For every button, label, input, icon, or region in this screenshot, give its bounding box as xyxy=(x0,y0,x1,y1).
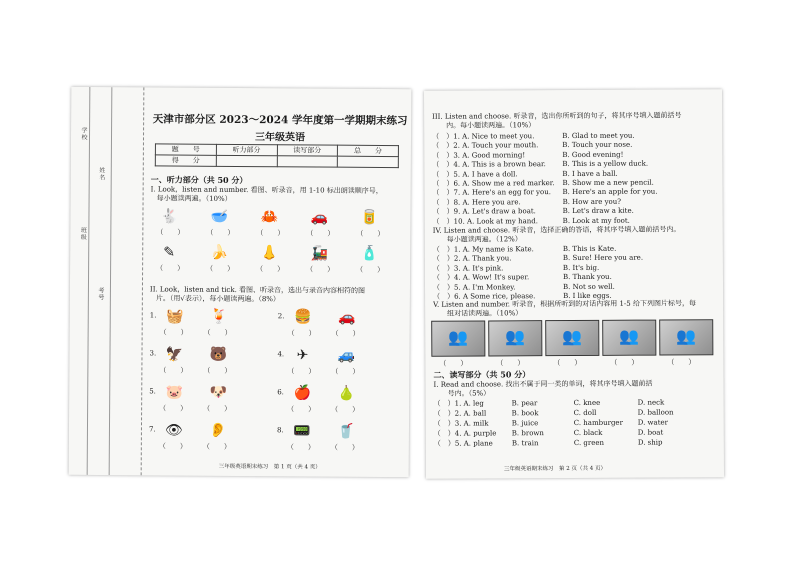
word-option: D. balloon xyxy=(637,408,674,417)
page-footer: 三年级英语期末练习 第 2 页（共 4 页） xyxy=(503,465,606,473)
choice-option-a: （ ）4. A. Wow! It's super. xyxy=(432,273,530,282)
score-header-cell: 总 分 xyxy=(338,145,399,156)
reading-1-instructions-cont: 号内。（5%） xyxy=(447,389,491,398)
binding-label: 班级 xyxy=(79,226,87,241)
binding-label: 姓名 xyxy=(97,167,105,182)
section-listening-heading: 一、听力部分（共 50 分） xyxy=(150,174,248,186)
picture-option-b: 🐻 xyxy=(209,346,228,363)
choice-option-b: B. I like eggs. xyxy=(563,291,612,301)
choice-option-b: B. Sure! Here you are. xyxy=(562,254,644,263)
item-number: 1. xyxy=(149,311,157,320)
page-footer: 三年级英语期末练习 第 1 页（共 4 页） xyxy=(218,463,321,471)
question-4-instructions-cont: 每小题读两遍。（12%） xyxy=(446,235,522,244)
question-2-instructions: II. Look，listen and tick. 看图、听录音，选出与录音内容相符的图 xyxy=(149,285,366,295)
answer-paren: （ ） xyxy=(156,264,185,273)
people-icon: 👥 xyxy=(505,327,526,347)
choice-option-a: （ ）1. A. My name is Kate. xyxy=(432,245,534,254)
word-option: C. doll xyxy=(573,408,597,418)
answer-paren: （ ） xyxy=(356,229,385,239)
binding-strip xyxy=(69,87,145,476)
choice-option-b: B. Glad to meet you. xyxy=(562,131,635,141)
people-icon: 👥 xyxy=(448,327,469,347)
picture-option-a: 📟 xyxy=(293,423,311,440)
choice-option-a: （ ）1. A. Nice to meet you. xyxy=(432,132,535,141)
answer-paren: （ ） xyxy=(330,443,359,452)
dialogue-photo xyxy=(431,320,485,356)
choice-option-a: （ ）5. A. I'm Monkey. xyxy=(432,282,516,292)
question-3-instructions-cont: 内。每小题读两遍。（10%） xyxy=(446,121,536,130)
answer-paren: （ ） xyxy=(202,442,231,451)
nose-icon: 👃 xyxy=(260,245,278,262)
bowl-icon: 🥣 xyxy=(210,208,229,225)
choice-option-b: B. This is Kate. xyxy=(562,244,617,254)
banana-icon: 🍌 xyxy=(210,244,228,261)
word-option: B. brown xyxy=(511,429,544,438)
picture-option-a: ✈ xyxy=(296,347,309,364)
picture-option-a: 🐷 xyxy=(165,384,184,401)
dialogue-photo xyxy=(602,320,656,356)
score-header-cell: 题 号 xyxy=(155,144,216,155)
dialogue-photo xyxy=(545,320,599,356)
choice-option-b: B. Let's draw a kite. xyxy=(562,206,634,216)
binding-label: 学校 xyxy=(79,126,88,141)
binding-line xyxy=(109,87,113,475)
answer-paren: （ ） xyxy=(496,359,525,368)
word-option: D. ship xyxy=(637,438,663,447)
exam-subtitle: 三年级英语 xyxy=(254,132,306,144)
picture-option-a: 👁 xyxy=(165,422,183,439)
people-icon: 👥 xyxy=(676,326,697,346)
answer-paren: （ ） xyxy=(667,358,696,367)
dialogue-photo xyxy=(659,319,713,355)
item-number: 2. xyxy=(277,312,285,321)
exam-page-left xyxy=(69,87,412,477)
picture-option-b: 🚗 xyxy=(337,309,356,326)
picture-option-b: 🐶 xyxy=(209,384,227,401)
train-icon: 🚂 xyxy=(310,245,328,262)
bottle-icon: 🧴 xyxy=(360,245,378,262)
exam-page-right xyxy=(424,89,724,479)
word-option: （ ）2. A. ball xyxy=(433,409,487,418)
exam-title: 天津市部分区 2023～2024 学年度第一学期期末练习 xyxy=(152,113,408,128)
item-number: 3. xyxy=(149,349,157,358)
choice-option-b: B. Touch your nose. xyxy=(562,141,633,150)
answer-paren: （ ） xyxy=(159,404,188,413)
choice-option-a: （ ）3. A. It's pink. xyxy=(432,264,504,273)
choice-option-b: B. Not so well. xyxy=(562,282,615,291)
answer-paren: （ ） xyxy=(356,265,385,275)
word-option: D. water xyxy=(637,418,669,427)
answer-paren: （ ） xyxy=(158,442,187,451)
word-option: B. train xyxy=(511,439,539,448)
answer-paren: （ ） xyxy=(331,329,360,338)
picture-option-b: 🚙 xyxy=(337,347,356,364)
score-header-cell: 读写部分 xyxy=(277,145,338,156)
score-blank-cell xyxy=(338,156,399,167)
choice-option-a: （ ）5. A. I have a doll. xyxy=(432,169,518,179)
binding-label: 考号 xyxy=(96,287,104,302)
word-option: D. boat xyxy=(637,428,664,437)
question-3-instructions: III. Listen and choose. 听录音，选出你所听到的句子，将其序号填入题前括号 xyxy=(432,111,682,121)
answer-paren: （ ） xyxy=(203,328,232,337)
answer-paren: （ ） xyxy=(306,229,335,238)
question-5-instructions-cont: 组对话读两遍。（10%） xyxy=(447,309,523,318)
picture-option-b: 👂 xyxy=(209,422,227,439)
answer-paren: （ ） xyxy=(439,359,468,368)
choice-option-a: （ ）4. A. This is a brown bear. xyxy=(432,160,546,169)
item-number: 6. xyxy=(277,388,284,397)
answer-paren: （ ） xyxy=(286,443,315,452)
word-option: （ ）4. A. purple xyxy=(433,429,497,438)
picture-option-a: 🦅 xyxy=(165,346,184,363)
answer-paren: （ ） xyxy=(156,228,185,237)
picture-option-b: 🍐 xyxy=(337,385,355,402)
choice-option-a: （ ）6. A. Show me a red marker. xyxy=(432,179,555,188)
choice-option-b: B. I have a ball. xyxy=(562,169,618,178)
binding-line xyxy=(87,87,91,475)
choice-option-a: （ ）2. A. Thank you. xyxy=(432,254,512,264)
answer-paren: （ ） xyxy=(306,265,335,274)
picture-option-b: 🥤 xyxy=(337,423,355,440)
picture-option-a: 🍔 xyxy=(293,309,312,326)
choice-option-b: B. Good evening! xyxy=(562,150,624,159)
word-option: B. juice xyxy=(511,419,539,428)
question-4-instructions: IV. Listen and choose. 听录音，选择正确的答语，将其序号填入题前括号内。 xyxy=(432,225,681,235)
item-number: 5. xyxy=(149,387,156,396)
choice-option-b: B. Show me a new pencil. xyxy=(562,178,654,188)
score-table xyxy=(155,143,399,168)
answer-paren: （ ） xyxy=(553,358,582,368)
car-icon: 🚗 xyxy=(310,209,329,226)
word-option: D. neck xyxy=(637,398,665,407)
score-blank-cell xyxy=(277,156,338,167)
question-1-instructions: I. Look，listen and number. 看图、听录音，用 1-10 标出朗读顺序号， xyxy=(150,185,383,195)
pencil-sharpener-icon: ✎ xyxy=(163,244,176,261)
word-option: C. hamburger xyxy=(573,418,623,428)
word-option: C. green xyxy=(573,438,605,448)
dialogue-photo xyxy=(488,320,542,356)
answer-paren: （ ） xyxy=(159,366,188,375)
word-option: B. pear xyxy=(511,399,538,408)
choice-option-b: B. This is a yellow duck. xyxy=(562,159,649,169)
answer-paren: （ ） xyxy=(331,405,360,414)
picture-option-a: 🧺 xyxy=(165,308,184,325)
answer-paren: （ ） xyxy=(206,264,235,273)
item-number: 8. xyxy=(276,426,284,435)
word-option: （ ）3. A. milk xyxy=(433,419,489,428)
word-option: C. black xyxy=(573,428,603,438)
item-number: 7. xyxy=(148,425,156,434)
choice-option-a: （ ）6. A Some rice, please. xyxy=(433,292,536,301)
picture-option-a: 🍎 xyxy=(293,385,311,402)
choice-option-a: （ ）8. A. Here you are. xyxy=(432,198,521,207)
item-number: 4. xyxy=(277,350,285,359)
word-option: （ ）1. A. leg xyxy=(433,399,484,408)
question-5-instructions: V. Listen and number. 听录音，根据所听到的对话内容用 1-5 给下列图片标号，每 xyxy=(433,299,696,309)
question-2-instructions-cont: 片。（用√表示），每小题读两遍。（8%） xyxy=(155,294,280,304)
choice-option-b: B. How are you? xyxy=(562,197,622,206)
answer-paren: （ ） xyxy=(331,367,360,376)
choice-option-b: B. Thank you. xyxy=(562,272,612,282)
rabbit-icon: 🐇 xyxy=(160,208,179,225)
answer-paren: （ ） xyxy=(287,367,316,376)
score-blank-cell xyxy=(216,155,277,166)
choice-option-a: （ ）7. A. Here's an egg for you. xyxy=(432,188,551,198)
answer-paren: （ ） xyxy=(206,228,235,237)
section-reading-heading: 二、读写部分（共 50 分） xyxy=(433,369,531,380)
choice-option-b: B. Here's an apple for you. xyxy=(562,187,658,197)
word-option: B. book xyxy=(511,409,539,418)
people-icon: 👥 xyxy=(619,326,640,346)
picture-option-b: 🍹 xyxy=(209,308,228,325)
choice-option-b: B. It's big. xyxy=(562,263,600,272)
choice-option-a: （ ）3. A. Good morning! xyxy=(432,151,526,160)
answer-paren: （ ） xyxy=(159,328,188,337)
question-1-instructions-cont: 每小题读两遍。（10%） xyxy=(156,194,232,203)
choice-option-a: （ ）2. A. Touch your mouth. xyxy=(432,141,539,151)
answer-paren: （ ） xyxy=(610,358,639,367)
crab-icon: 🦀 xyxy=(260,209,279,226)
choice-option-a: （ ）9. A. Let's draw a boat. xyxy=(432,207,536,216)
choice-option-a: （ ）10. A. Look at my hand. xyxy=(432,216,539,226)
word-option: （ ）5. A. plane xyxy=(433,439,493,448)
answer-paren: （ ） xyxy=(287,405,316,414)
can-icon: 🥫 xyxy=(360,209,379,226)
score-header-cell: 听力部分 xyxy=(216,144,277,155)
answer-paren: （ ） xyxy=(203,366,232,375)
people-icon: 👥 xyxy=(562,326,583,347)
choice-option-b: B. Look at my foot. xyxy=(562,216,630,225)
answer-paren: （ ） xyxy=(287,329,316,338)
reading-1-instructions: I. Read and choose. 找出不属于同一类的单词，将其序号填入题前括 xyxy=(433,379,653,389)
word-option: C. knee xyxy=(573,398,601,408)
score-label-cell: 得 分 xyxy=(155,155,216,166)
answer-paren: （ ） xyxy=(203,404,232,413)
answer-paren: （ ） xyxy=(256,265,285,274)
answer-paren: （ ） xyxy=(256,229,285,238)
